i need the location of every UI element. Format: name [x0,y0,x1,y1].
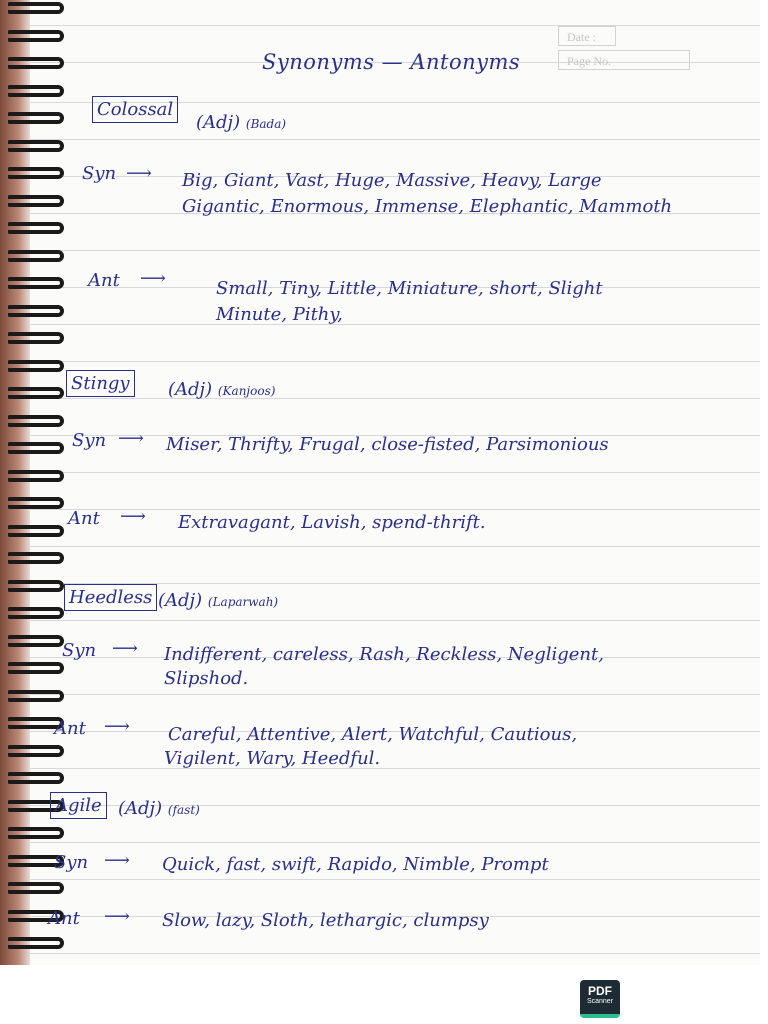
pos-heedless: (Adj) (Laparwah) [158,590,279,611]
meaning-heedless: (Laparwah) [207,595,279,609]
spiral-ring [8,332,64,344]
arrow-icon: ⟶ [118,428,144,449]
spiral-ring [8,387,64,399]
spiral-ring [8,607,64,619]
headword-colossal: Colossal [92,96,178,123]
syn-line1-heedless: Indifferent, careless, Rash, Reckless, Negligent, [164,644,604,665]
spiral-ring [8,827,64,839]
headword-stingy: Stingy [66,370,135,397]
ant-label-stingy: Ant [68,508,100,529]
ant-label-agile: Ant [48,908,80,929]
meaning-agile: (fast) [167,803,200,817]
meaning-stingy: (Kanjoos) [217,384,276,398]
spiral-ring [8,30,64,42]
ant-line2-colossal: Minute, Pithy, [216,304,343,325]
spiral-ring [8,167,64,179]
spiral-ring [8,140,64,152]
headword-agile: Agile [50,792,107,819]
arrow-icon: ⟶ [112,638,138,659]
ant-label-colossal: Ant [88,270,120,291]
syn-label-colossal: Syn [82,163,117,184]
syn-line2-colossal: Gigantic, Enormous, Immense, Elephantic, Mammoth [182,196,673,217]
headword-heedless: Heedless [64,584,157,611]
ant-line1-stingy: Extravagant, Lavish, spend-thrift. [178,512,486,533]
syn-label-heedless: Syn [62,640,97,661]
pdf-scanner-logo [580,980,620,1018]
ant-line1-agile: Slow, lazy, Sloth, lethargic, clumpsy [162,910,489,931]
page-no-label: Page No. [558,50,690,70]
spiral-ring [8,772,64,784]
date-page-box [558,26,690,74]
spiral-ring [8,57,64,69]
spiral-ring [8,745,64,757]
arrow-icon: ⟶ [140,268,166,289]
badge-line1: PDF [588,984,612,998]
spiral-ring [8,525,64,537]
ant-line1-colossal: Small, Tiny, Little, Miniature, short, Slight [216,278,603,299]
arrow-icon: ⟶ [104,906,130,927]
spiral-ring [8,470,64,482]
syn-label-agile: Syn [54,852,89,873]
meaning-colossal: (Bada) [245,117,287,131]
spiral-ring [8,497,64,509]
arrow-icon: ⟶ [126,163,152,184]
spiral-ring [8,360,64,372]
spiral-ring [8,882,64,894]
spiral-ring [8,112,64,124]
spiral-ring [8,580,64,592]
arrow-icon: ⟶ [104,850,130,871]
spiral-ring [8,85,64,97]
ant-line2-heedless: Vigilent, Wary, Heedful. [164,748,381,769]
date-label: Date : [558,26,616,46]
pos-stingy: (Adj) (Kanjoos) [168,379,276,400]
spiral-ring [8,277,64,289]
ant-label-heedless: Ant [54,718,86,739]
spiral-ring [8,195,64,207]
pos-colossal: (Adj) (Bada) [196,112,287,133]
spiral-ring [8,442,64,454]
page-title: Synonyms — Antonyms [262,50,521,74]
badge-line2: Scanner [586,998,614,1005]
arrow-icon: ⟶ [104,716,130,737]
spiral-ring [8,552,64,564]
arrow-icon: ⟶ [120,506,146,527]
spiral-ring [8,250,64,262]
syn-line2-heedless: Slipshod. [164,668,249,689]
syn-line1-agile: Quick, fast, swift, Rapido, Nimble, Prompt [162,854,549,875]
spiral-ring [8,635,64,647]
spiral-ring [8,690,64,702]
spiral-ring [8,2,64,14]
spiral-ring [8,305,64,317]
spiral-ring [8,662,64,674]
spiral-ring [8,222,64,234]
syn-label-stingy: Syn [72,430,107,451]
syn-line1-colossal: Big, Giant, Vast, Huge, Massive, Heavy, Large [182,170,602,191]
spiral-ring [8,415,64,427]
spiral-ring [8,937,64,949]
syn-line1-stingy: Miser, Thrifty, Frugal, close-fisted, Parsimonious [166,434,609,455]
pos-agile: (Adj) (fast) [118,798,200,819]
ant-line1-heedless: Careful, Attentive, Alert, Watchful, Cautious, [168,724,578,745]
